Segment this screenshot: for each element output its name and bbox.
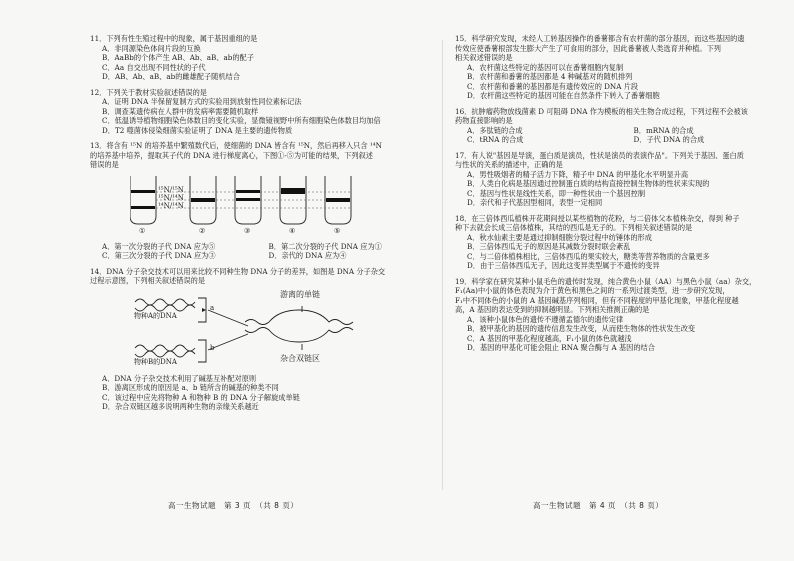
left-page — [90, 34, 435, 412]
q19-option-b: B．被甲基化的基因的遗传信息发生改变，从而使生物体的性状发生改变 — [467, 324, 696, 333]
q15-stem-line3: 相关叙述错误的是 — [455, 53, 513, 62]
q15-option-a: A．农杆菌这些特定的基因可以在番薯细胞内复制 — [467, 62, 624, 72]
q16-option-a: A．多肽链的合成 — [467, 125, 523, 135]
q17-stem-line1: 17．有人说"基因是导演，蛋白质是演员，性状是演员的表演作品"。下列关于基因、蛋白质 — [455, 150, 744, 160]
q19-stem-line1: 19．科学家在研究某种小鼠毛色的遗传时发现，纯合黄色小鼠（AA）与黑色小鼠（aa）杂交， — [455, 276, 757, 286]
q11-option-c: C．Aa 自交出现不同性状的子代 — [102, 62, 206, 72]
q17-option-b: B．人类白化病是基因通过控制蛋白质的结构直接控制生物体的性状来实现的 — [467, 179, 710, 188]
q12-stem: 12．下列关于教材实验叙述错误的是 — [90, 87, 207, 97]
q17-option-d: D．亲代和子代基因型相同，表型一定相同 — [467, 198, 603, 207]
dna-hybridization-figure — [130, 288, 390, 372]
label-strand-a: a — [210, 303, 215, 312]
band-label-14-14: ¹⁴N/¹⁴N — [158, 201, 184, 210]
q18-option-b: B．三倍体西瓜无子的原因是其减数分裂时联会紊乱 — [467, 242, 631, 251]
q13-option-a: A．第一次分裂的子代 DNA 应为⑤ — [102, 241, 216, 251]
footer-page-4: 高一生物试题 第 4 页 （共 8 页） — [533, 501, 664, 510]
q18-stem-line2: 种下去就会长成三倍体植株，其结的西瓜是无子的。下列相关叙述错误的是 — [455, 223, 693, 232]
q12-option-d: D．T2 噬菌体侵染细菌实验证明了 DNA 是主要的遗传物质 — [102, 125, 293, 135]
q19-option-a: A．该种小鼠体色的遗传不遵循孟德尔的遗传定律 — [467, 314, 624, 324]
q19-stem-line3: F₁中不同体色的小鼠的 A 基因碱基序列相同，但有不同程度的甲基化现象，甲基化程度越 — [455, 295, 739, 305]
q18-option-c: C．与二倍体植株相比，三倍体西瓜的果实较大，糖类等营养物质的含量更多 — [467, 251, 710, 261]
q11-option-d: D．AB、Ab、aB、ab的雌雄配子随机结合 — [102, 72, 240, 81]
q17-option-a: A．男性吸烟者的精子活力下降，精子中 DNA 的甲基化水平明显升高 — [467, 169, 689, 179]
q15-stem-line1: 15．科学研究发现，未经人工转基因操作的番薯都含有农杆菌的部分基因，而这些基因的遗 — [455, 34, 745, 43]
label-single-strand: 游离的单链 — [280, 289, 320, 299]
q15-option-d: D．农杆菌这些特定的基因可能在自然条件下转入了番薯细胞 — [467, 91, 660, 100]
q14-option-d: D．杂合双链区越多说明两种生物的亲缘关系越近 — [102, 402, 259, 411]
q11-stem: 11．下列有性生殖过程中的现象，属于基因重组的是 — [90, 34, 258, 43]
q14-option-a: A．DNA 分子杂交技术利用了碱基互补配对原则 — [102, 373, 257, 383]
q15-stem-line2: 传效应使番薯根部发生膨大产生了可食用的部分，因此番薯被人类选育并种植。下列 — [455, 43, 721, 53]
q17-stem-line2: 与性状的关系的描述中，正确的是 — [455, 160, 563, 169]
q16-option-b: B．mRNA 的合成 — [633, 125, 694, 135]
q18-stem-line1: 18．在三倍体西瓜植株开花期间授以某些植物的花粉，与二倍体父本植株杂交，得到 种子 — [455, 213, 740, 223]
label-strand-b: b — [210, 343, 215, 352]
tube-label-4: ④ — [289, 226, 296, 235]
q11-option-a: A．非同源染色体间片段的互换 — [102, 43, 201, 53]
q13-stem-line3: 错误的是 — [90, 160, 119, 169]
tube-label-2: ② — [199, 226, 206, 235]
tube-label-3: ③ — [244, 226, 251, 235]
q19-option-d: D．基因的甲基化可能会阻止 RNA 聚合酶与 A 基因的结合 — [467, 343, 655, 352]
q11-option-b: B．AaBb的个体产生 AB、Ab、aB、ab的配子 — [102, 53, 254, 62]
q12-option-b: B．调查某遗传病在人群中的发病率需要随机取样 — [102, 106, 259, 116]
q12-option-a: A．证明 DNA 半保留复制方式的实验用到放射性同位素标记法 — [102, 97, 302, 106]
q12-option-c: C．低温诱导植物细胞染色体数目的变化实验，显微镜视野中所有细胞染色体数目均加倍 — [102, 116, 381, 125]
q15-option-b: B．农杆菌和番薯的基因都是 4 种碱基对的随机排列 — [467, 72, 633, 81]
q16-stem-line2: 药物直接影响的是 — [455, 116, 513, 125]
q14-stem-line2: 过程示意图，下列相关叙述错误的是 — [90, 276, 206, 285]
q14-stem-line1: 14．DNA 分子杂交技术可以用来比较不同种生物 DNA 分子的差异，如图是 DNA 分子杂交 — [90, 266, 386, 276]
page-divider — [442, 40, 443, 490]
centrifuge-tubes-figure — [130, 172, 380, 240]
q13-option-d: D．亲代的 DNA 应为④ — [268, 251, 347, 260]
q19-option-c: C．A 基因的甲基化程度越高，F₁小鼠的体色就越浅 — [467, 333, 632, 343]
band-label-15-15: ¹⁵N/¹⁵N — [158, 185, 184, 194]
q18-option-d: D．由于三倍体西瓜无子，因此这变异类型属于不遗传的变异 — [467, 261, 660, 270]
q14-option-c: C．该过程中应先将物种 A 和物种 B 的 DNA 分子解旋成单链 — [102, 392, 300, 402]
q13-option-c: C．第三次分裂的子代 DNA 应为③ — [102, 251, 216, 260]
q13-stem-line1: 13．将含有 ¹⁵N 的培养基中繁殖数代后，使细菌的 DNA 皆含有 ¹⁵N，然后再移入只含 ¹⁴N — [90, 141, 382, 150]
label-hybrid-region: 杂合双链区 — [280, 353, 320, 363]
q16-option-d: D．子代 DNA 的合成 — [633, 135, 705, 144]
q19-stem-line2: F₁(Aa)中小鼠的体色表现为介于黄色和黑色之间的一系列过渡类型，进一步研究发现， — [455, 286, 730, 295]
right-page — [455, 34, 794, 353]
footer-page-3: 高一生物试题 第 3 页 （共 8 页） — [168, 501, 299, 510]
label-species-b-dna: 物种B的DNA — [134, 357, 177, 366]
q17-option-c: C．基因与性状是线性关系，即一种性状由一个基因控制 — [467, 188, 646, 198]
q13-stem-line2: 的培养基中培养，提取其子代的 DNA 进行梯度离心，下图①-⑤为可能的结果，下列叙述 — [90, 150, 373, 160]
tube-label-1: ① — [139, 226, 146, 235]
q16-stem-line1: 16．抗肿瘤药物放线菌素 D 可阻碍 DNA 作为模板的相关生物合成过程，下列过程不会被该 — [455, 106, 748, 116]
q16-option-c: C．tRNA 的合成 — [467, 135, 524, 144]
tube-label-5: ⑤ — [334, 226, 341, 235]
q14-option-b: B．游离区形成的原因是 a、b 链所含的碱基的种类不同 — [102, 383, 279, 392]
q19-stem-line4: 高，A 基因的表达受到的抑制越明显。下列相关推测正确的是 — [455, 305, 650, 314]
q18-option-a: A．秋水仙素主要是通过抑制细胞分裂过程中纺锤体的形成 — [467, 232, 652, 242]
q13-option-b: B．第二次分裂的子代 DNA 应为① — [268, 241, 382, 251]
q15-option-c: C．农杆菌和番薯的基因都是有遗传效应的 DNA 片段 — [467, 81, 639, 91]
label-species-a-dna: 物种A的DNA — [134, 311, 177, 320]
band-label-15-14: ¹⁵N/¹⁴N — [158, 193, 184, 202]
